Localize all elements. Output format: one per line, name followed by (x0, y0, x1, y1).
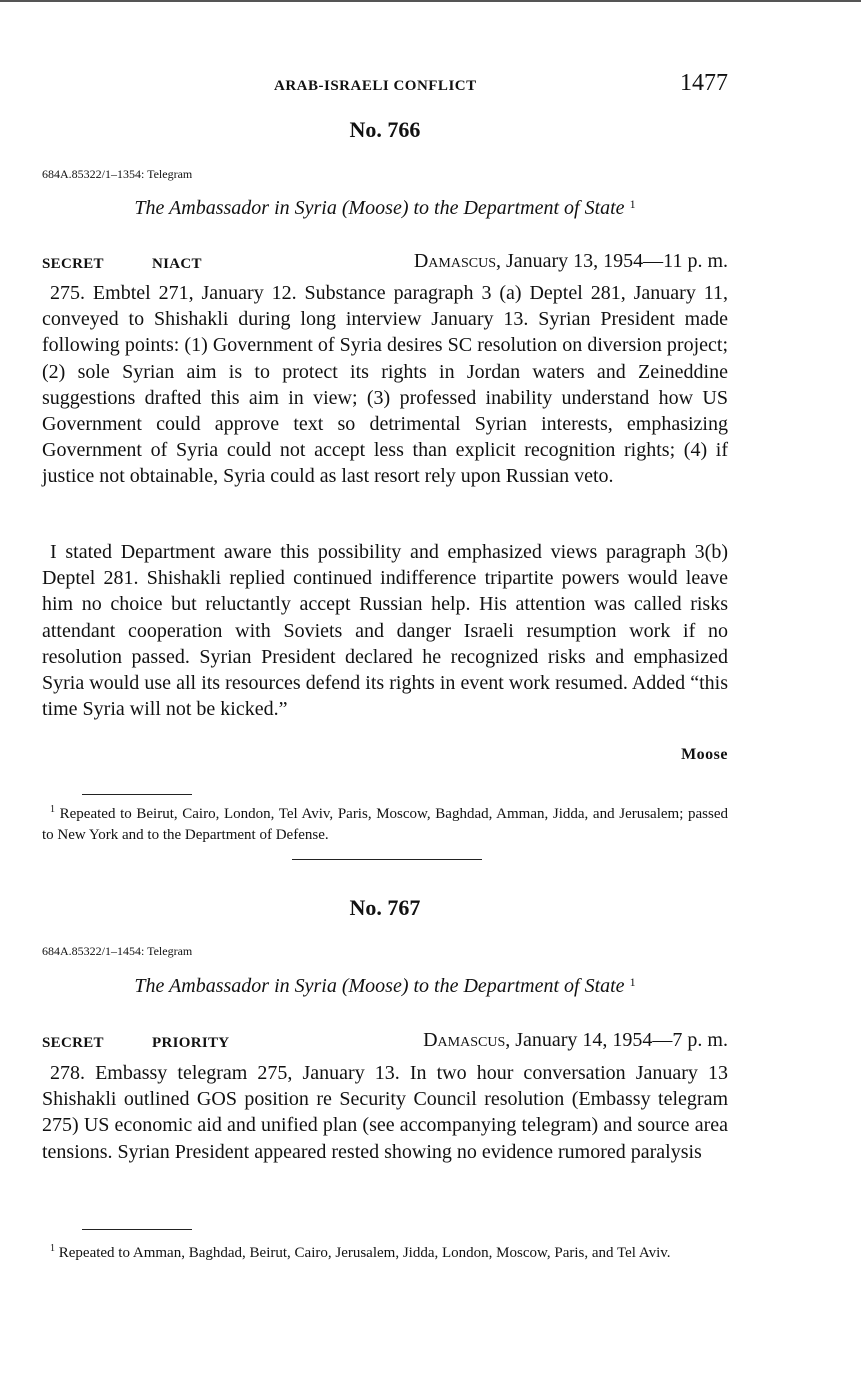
classification: SECRET (42, 256, 104, 272)
footnote-rule (82, 1229, 192, 1230)
date: January 13, 1954—11 p. m. (505, 250, 728, 272)
precedence: NIACT (152, 256, 202, 272)
document-number: No. 766 (349, 117, 421, 142)
document-title (42, 197, 728, 220)
place: Damascus, (413, 250, 501, 272)
document-title-text: The Ambassador in Syria (Moose) to the Department of State (134, 197, 625, 219)
dateline (42, 1029, 728, 1057)
signature: Moose (681, 746, 728, 763)
page-number: 1477 (680, 70, 728, 96)
document-separator (292, 859, 482, 860)
document-title-text: The Ambassador in Syria (Moose) to the Department of State (134, 975, 625, 997)
footnote-mark: 1 (50, 1243, 55, 1254)
footnote-reference: 1 (629, 197, 636, 211)
body-paragraph: 275. Embtel 271, January 12. Substance paragraph 3 (a) Deptel 281, January 11, conveyed to Shishakli during long interview January 13. Syrian President made following points: (1) Government of Syria desires SC resolution on diversion project; (2) sole Syrian aim is to protect its rights in Jordan waters and Zeineddine suggestions drafted this aim in view; (3) professed inability understand how US Government could approve text so detrimental Syrian interests, emphasizing Government of Syria could not accept less than explicit recognition rights; (4) if justice not obtainable, Syria could as last resort rely upon Russian veto. (42, 282, 728, 488)
page-top-edge (0, 0, 861, 2)
page-header (42, 70, 728, 106)
footnote-reference: 1 (629, 975, 636, 989)
document-title (42, 975, 728, 998)
place-date (423, 1029, 728, 1052)
body-paragraph: I stated Department aware this possibility and emphasized views paragraph 3(b) Deptel 281. Shishakli replied continued indifference tripartite powers would leave him no choice but reluctantly accept Russian help. His attention was called risks attendant cooperation with Soviets and danger Israeli resumption work if no resolution passed. Syrian President declared he recognized risks and emphasized Syria would use all its resources defend its rights in event work resumed. Added “this time Syria will not be kicked.” (42, 541, 728, 721)
footnote (42, 799, 728, 846)
place-date (414, 250, 728, 273)
footnote (42, 1238, 728, 1264)
body-paragraph: 278. Embassy telegram 275, January 13. In two hour conversation January 13 Shishakli outlined GOS position re Security Council resolution (Embassy telegram 275) US economic aid and unified plan (see accompanying telegram) and source area tensions. Syrian President appeared rested showing no evidence rumored paralysis (42, 1062, 728, 1163)
footnote-rule (82, 794, 192, 795)
document-source: 684A.85322/1–1354: Telegram (42, 167, 193, 181)
running-head: ARAB-ISRAELI CONFLICT (274, 78, 477, 94)
footnote-mark: 1 (50, 804, 55, 815)
classification: SECRET (42, 1035, 104, 1051)
document-source: 684A.85322/1–1454: Telegram (42, 944, 193, 958)
dateline (42, 250, 728, 278)
footnote-text: Repeated to Amman, Baghdad, Beirut, Cairo, Jerusalem, Jidda, London, Moscow, Paris, and Tel Aviv. (58, 1245, 671, 1261)
footnote-text: Repeated to Beirut, Cairo, London, Tel Aviv, Paris, Moscow, Baghdad, Amman, Jidda, and Jerusalem; passed to New York and to the Department of Defense. (42, 806, 729, 843)
precedence: PRIORITY (152, 1035, 230, 1051)
date: January 14, 1954—7 p. m. (515, 1029, 728, 1051)
document-number: No. 767 (349, 895, 421, 920)
place: Damascus, (423, 1029, 511, 1051)
